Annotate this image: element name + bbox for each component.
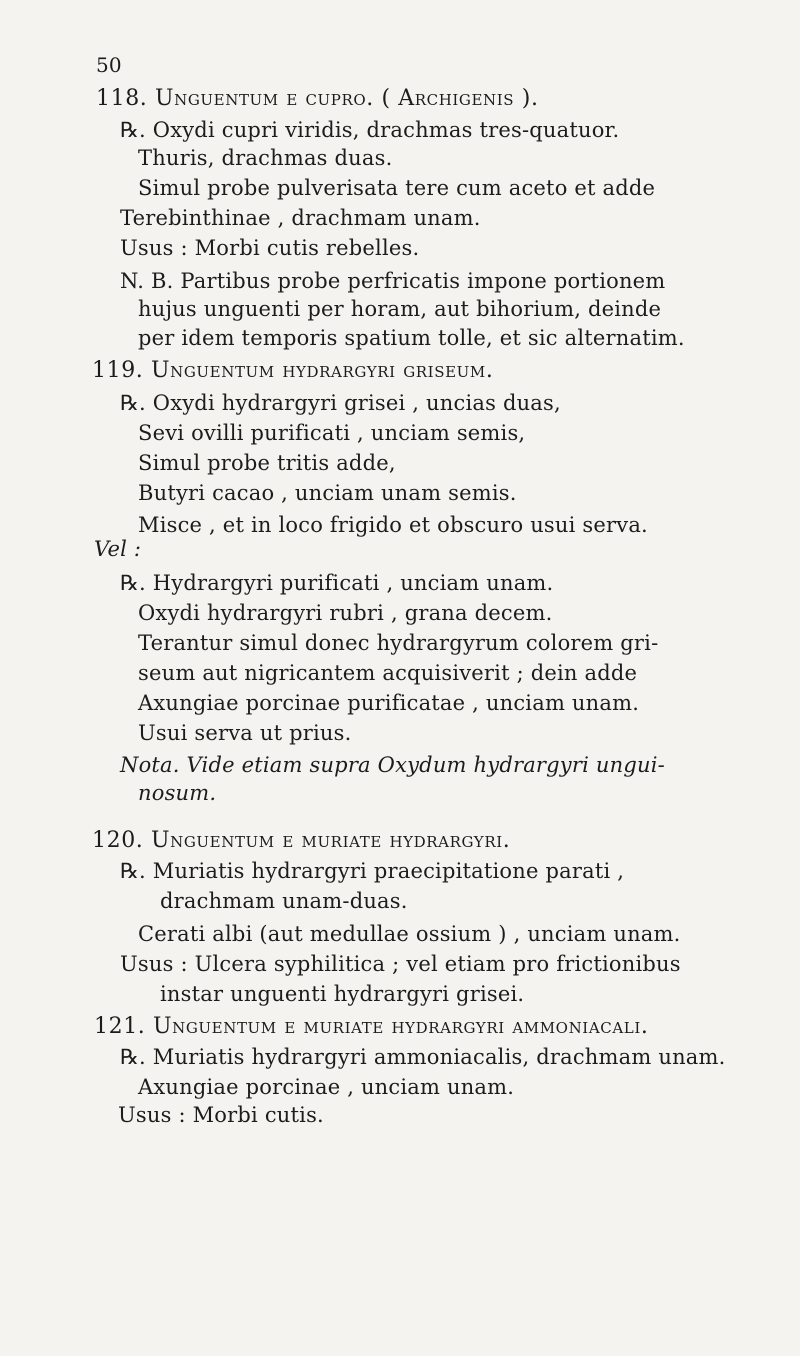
entry-119-line: ℞. Oxydi hydrargyri grisei , uncias duas, <box>120 391 561 415</box>
entry-119-line: Nota. Vide etiam supra Oxydum hydrargyri ungui- <box>120 753 665 777</box>
entry-119-line: Vel : <box>94 537 142 561</box>
entry-119-line: ℞. Hydrargyri purificati , unciam unam. <box>120 571 554 595</box>
entry-121-heading: 121. Unguentum e muriate hydrargyri ammoniacali. <box>94 1014 649 1039</box>
entry-120-line: instar unguenti hydrargyri grisei. <box>160 982 525 1006</box>
entry-118-line: per idem temporis spatium tolle, et sic alternatim. <box>138 326 685 350</box>
entry-119-line: Oxydi hydrargyri rubri , grana decem. <box>138 601 553 625</box>
entry-118-line: hujus unguenti per horam, aut bihorium, deinde <box>138 297 662 321</box>
entry-121-line: Axungiae porcinae , unciam unam. <box>138 1075 515 1099</box>
entry-119-line: Misce , et in loco frigido et obscuro usui serva. <box>138 513 648 537</box>
entry-120-line: Usus : Ulcera syphilitica ; vel etiam pro frictionibus <box>120 952 681 976</box>
entry-118-heading: 118. Unguentum e cupro. ( Archigenis ). <box>96 86 539 111</box>
entry-119-line: Terantur simul donec hydrargyrum colorem gri- <box>138 631 659 655</box>
entry-119-line: Usui serva ut prius. <box>138 721 352 745</box>
entry-119-heading: 119. Unguentum hydrargyri griseum. <box>92 358 494 383</box>
entry-121-line: Usus : Morbi cutis. <box>118 1103 324 1127</box>
entry-120-line: drachmam unam-duas. <box>160 889 408 913</box>
entry-118-line: Usus : Morbi cutis rebelles. <box>120 236 420 260</box>
entry-119-line: Butyri cacao , unciam unam semis. <box>138 481 517 505</box>
entry-118-line: Terebinthinae , drachmam unam. <box>120 206 481 230</box>
entry-120-line: ℞. Muriatis hydrargyri praecipitatione parati , <box>120 859 625 883</box>
entry-119-line: Sevi ovilli purificati , unciam semis, <box>138 421 526 445</box>
entry-118-line: Simul probe pulverisata tere cum aceto et adde <box>138 176 656 200</box>
entry-121-line: ℞. Muriatis hydrargyri ammoniacalis, drachmam unam. <box>120 1045 726 1069</box>
entry-120-heading: 120. Unguentum e muriate hydrargyri. <box>92 828 511 853</box>
entry-119-line: Axungiae porcinae purificatae , unciam unam. <box>138 691 640 715</box>
entry-118-line: N. B. Partibus probe perfricatis impone portionem <box>120 269 666 293</box>
entry-119-line: seum aut nigricantem acquisiverit ; dein adde <box>138 661 638 685</box>
entry-118-line: Thuris, drachmas duas. <box>138 146 393 170</box>
entry-120-line: Cerati albi (aut medullae ossium ) , unciam unam. <box>138 922 681 946</box>
entry-119-line: nosum. <box>138 781 217 805</box>
page-number: 50 <box>96 53 122 77</box>
entry-118-line: ℞. Oxydi cupri viridis, drachmas tres-quatuor. <box>120 118 620 142</box>
entry-119-line: Simul probe tritis adde, <box>138 451 396 475</box>
